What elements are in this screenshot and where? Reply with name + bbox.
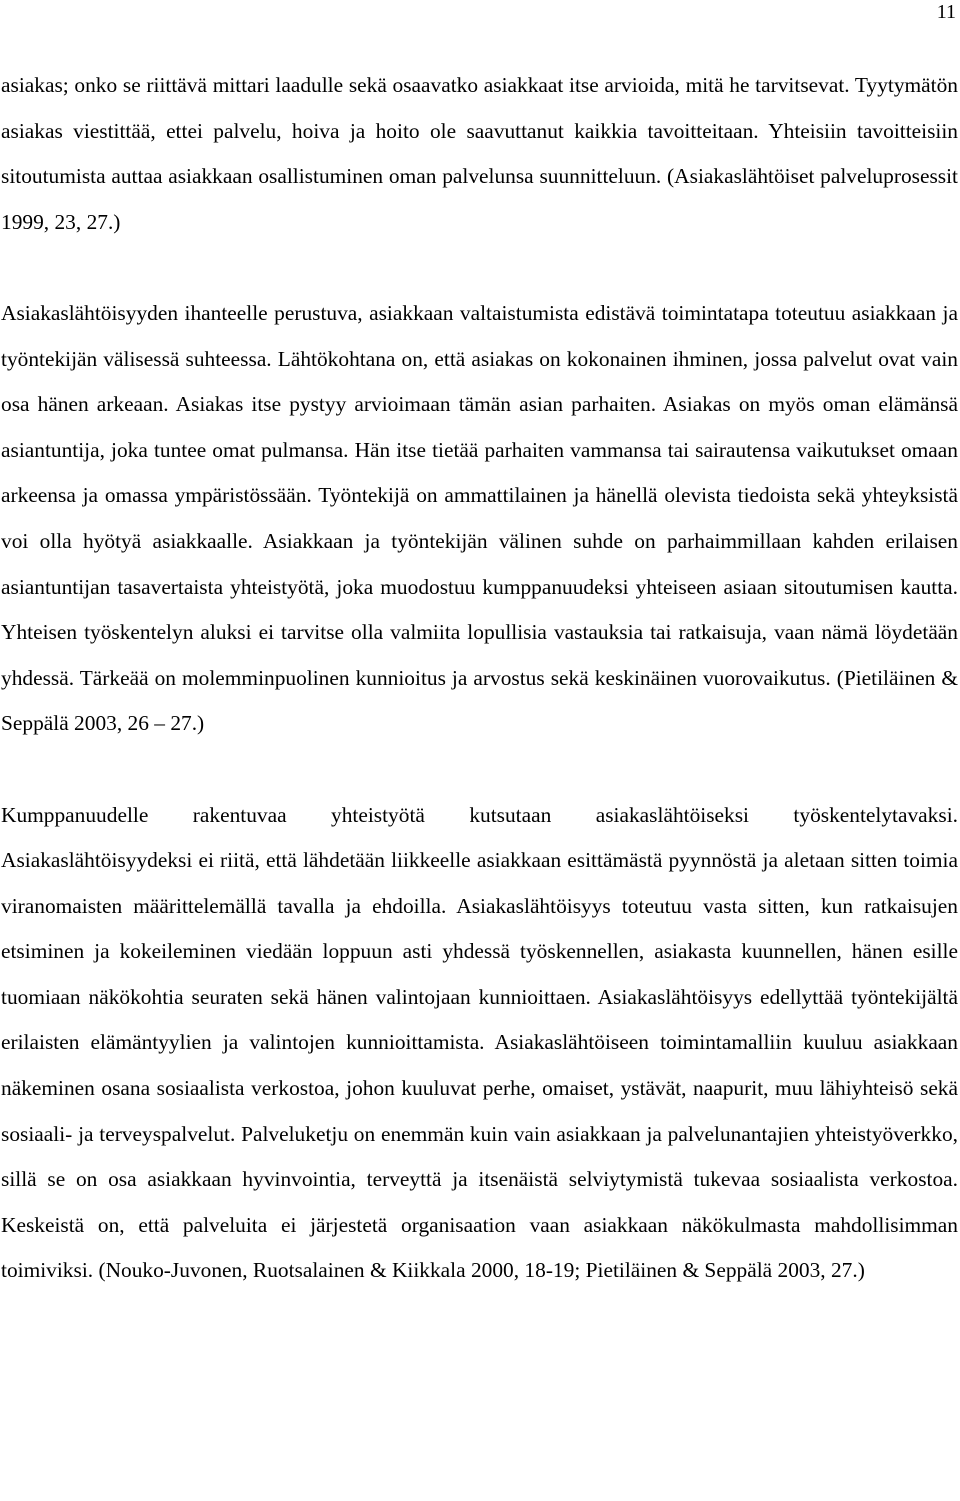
page-number: 11 — [936, 1, 956, 23]
paragraph-2: Asiakaslähtöisyyden ihanteelle perustuva, asiakkaan valtaistumista edistävä toimintatapa toteutuu asiakkaan ja työntekijän välisessä suhteessa. Lähtökohtana on, että asiakas on kokonainen ihminen, jossa palvelut ovat vain osa hänen arkeaan. Asiakas itse pystyy arvioimaan tämän asian parhaiten. Asiakas on myös oman elämänsä asiantuntija, joka tuntee omat pulmansa. Hän itse tietää parhaiten vammansa tai sairautensa vaikutukset omaan arkeensa ja omassa ympäristössään. Työntekijä on ammattilainen ja hänellä olevista tiedoista sekä yhteyksistä voi olla hyötyä asiakkaalle. Asiakkaan ja työntekijän välinen suhde on parhaimmillaan kahden erilaisen asiantuntijan tasavertaista yhteistyötä, joka muodostuu kumppanuudeksi yhteiseen asiaan sitoutumisen kautta. Yhteisen työskentelyn aluksi ei tarvitse olla valmiita lopullisia vastauksia tai ratkaisuja, vaan nämä löydetään yhdessä. Tärkeää on molemminpuolinen kunnioitus ja arvostus sekä keskinäinen vuorovaikutus. (Pietiläinen & Seppälä 2003, 26 – 27.) — [1, 300, 958, 736]
paragraph-1: asiakas; onko se riittävä mittari laadulle sekä osaavatko asiakkaat itse arvioida, mitä he tarvitsevat. Tyytymätön asiakas viestittää, ettei palvelu, hoiva ja hoito ole saavuttanut kaikkia tavoitteitaan. Yhteisiin tavoitteisiin sitoutumista auttaa asiakkaan osallistuminen oman palvelunsa suunnitteluun. (Asiakaslähtöiset palveluprosessit 1999, 23, 27.) — [1, 73, 958, 234]
document-body — [1, 63, 958, 1294]
paragraph-3: Kumppanuudelle rakentuvaa yhteistyötä kutsutaan asiakaslähtöiseksi työskentelytavaksi. Asiakaslähtöisyydeksi ei riitä, että lähdetään liikkeelle asiakkaan esittämästä pyynnöstä ja aletaan sitten toimia viranomaisten määrittelemällä tavalla ja ehdoilla. Asiakaslähtöisyys toteutuu vasta sitten, kun ratkaisujen etsiminen ja kokeileminen viedään loppuun asti yhdessä työskennellen, asiakasta kuunnellen, hänen esille tuomiaan näkökohtia seuraten sekä hänen valintojaan kunnioittaen. Asiakaslähtöisyys edellyttää työntekijältä erilaisten elämäntyylien ja valintojen kunnioittamista. Asiakaslähtöiseen toimintamalliin kuuluu asiakkaan näkeminen osana sosiaalista verkostoa, johon kuuluvat perhe, omaiset, ystävät, naapurit, muu lähiyhteisö sekä sosiaali- ja terveyspalvelut. Palveluketju on enemmän kuin vain asiakkaan ja palvelunantajien yhteistyöverkko, sillä se on osa asiakkaan hyvinvointia, terveyttä ja itsenäistä selviytymistä tukevaa sosiaalista verkostoa. Keskeistä on, että palveluita ei järjestetä organisaation vaan asiakkaan näkökulmasta mahdollisimman toimiviksi. (Nouko-Juvonen, Ruotsalainen & Kiikkala 2000, 18-19; Pietiläinen & Seppälä 2003, 27.) — [1, 802, 958, 1283]
